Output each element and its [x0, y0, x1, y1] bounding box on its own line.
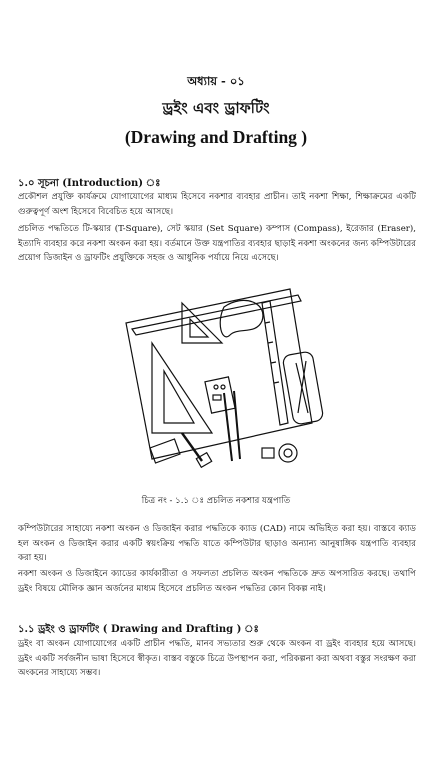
sharpener [262, 448, 274, 458]
section-heading-drawing-drafting: ১.১ ড্রইং ও ড্রাফটিং ( Drawing and Drafting ) ঃ [18, 624, 259, 635]
section-heading-introduction: ১.০ সূচনা (Introduction) ঃ [18, 178, 161, 189]
intro-paragraph-2: প্রচলিত পদ্ধতিতে টি-স্কয়ার (T-Square), সেট স্কয়ার (Set Square) কম্পাস (Compass), ইরেজার (Eraser), ইত্যাদি ব্যবহার করে নকশা অংকন করা হয়। বর্তমানে উক্ত যন্ত্রপাতির ব্যবহার ছাড়াই নকশা অংকনের জন্য কম্পিউটারের প্রয়োগ ডিজাইন ও ড্রাফটিং প্রযুক্তিকে সহজ ও আধুনিক পর্যায়ে নিয়ে এসেছে। [18, 224, 416, 263]
cad-paragraph-1: কম্পিউটারের সাহায্যে নকশা অংকন ও ডিজাইন করার পদ্ধতিকে ক্যাড (CAD) নামে অভিহিত করা হয়। বাস্তবে ক্যাড হল অংকন ও ডিজাইন করার একটি স্বয়ংক্রিয় পদ্ধতি যাতে কম্পিউটার ছাড়াও অন্যান্য আনুষাঙ্গিক যন্ত্রপাতি ব্যবহার করা হয়। [18, 524, 416, 563]
cad-paragraph-2: নকশা অংকন ও ডিজাইনে ক্যাডের কার্যকারীতা ও সফলতা প্রচলিত অংকন পদ্ধতিকে দ্রুত অপসারিত করছে। তথাপি ড্রইং বিষয়ে মৌলিক জ্ঞান অর্জনের মাধ্যম হিসেবে প্রচলিত অংকন পদ্ধতির কোন বিকল্প নাই। [18, 569, 416, 594]
set-square-large [152, 343, 212, 433]
pencil [224, 393, 232, 461]
intro-paragraph-1: প্রকৌশল প্রযুক্তি কার্যক্রমে যোগাযোগের মাধ্যম হিসেবে নকশার ব্যবহার প্রাচীন। তাই নকশা শিক্ষা, শিক্ষাক্রমের একটি গুরুত্বপূর্ণ অংশ হিসেবে বিবেচিত হয়ে আসছে। [18, 192, 416, 217]
drafting-tape [279, 444, 297, 462]
scale-ruler [262, 301, 288, 425]
compass-box [282, 351, 324, 425]
t-square [132, 295, 301, 335]
eraser [150, 439, 180, 463]
french-curve [220, 300, 263, 336]
chapter-number: অধ্যায় - ০১ [187, 74, 245, 88]
figure-caption: চিত্র নং - ১.১ ঃ প্রচলিত নকশার যন্ত্রপাতি [141, 496, 291, 506]
drawing-paragraph-1: ড্রইং বা অংকন যোগাযোগের একটি প্রাচীন পদ্ধতি, মানব সভ্যতার শুরু থেকে অংকন বা ড্রইং ব্যবহার হয়ে আসছে। ড্রইং একটি সর্বজনীন ভাষা হিসেবে স্বীকৃত। বাস্তব বস্তুকে চিত্রে উপস্থাপন করা, পরিকল্পনা করা অথবা বস্তুর সংরক্ষণ করা অংকনের সাহায্যে সম্ভব। [18, 639, 416, 678]
drafting-tools-illustration [112, 283, 324, 483]
chapter-title-bengali: ড্রইং এবং ড্রাফটিং [162, 99, 270, 117]
chapter-title-english: (Drawing and Drafting ) [124, 127, 308, 147]
